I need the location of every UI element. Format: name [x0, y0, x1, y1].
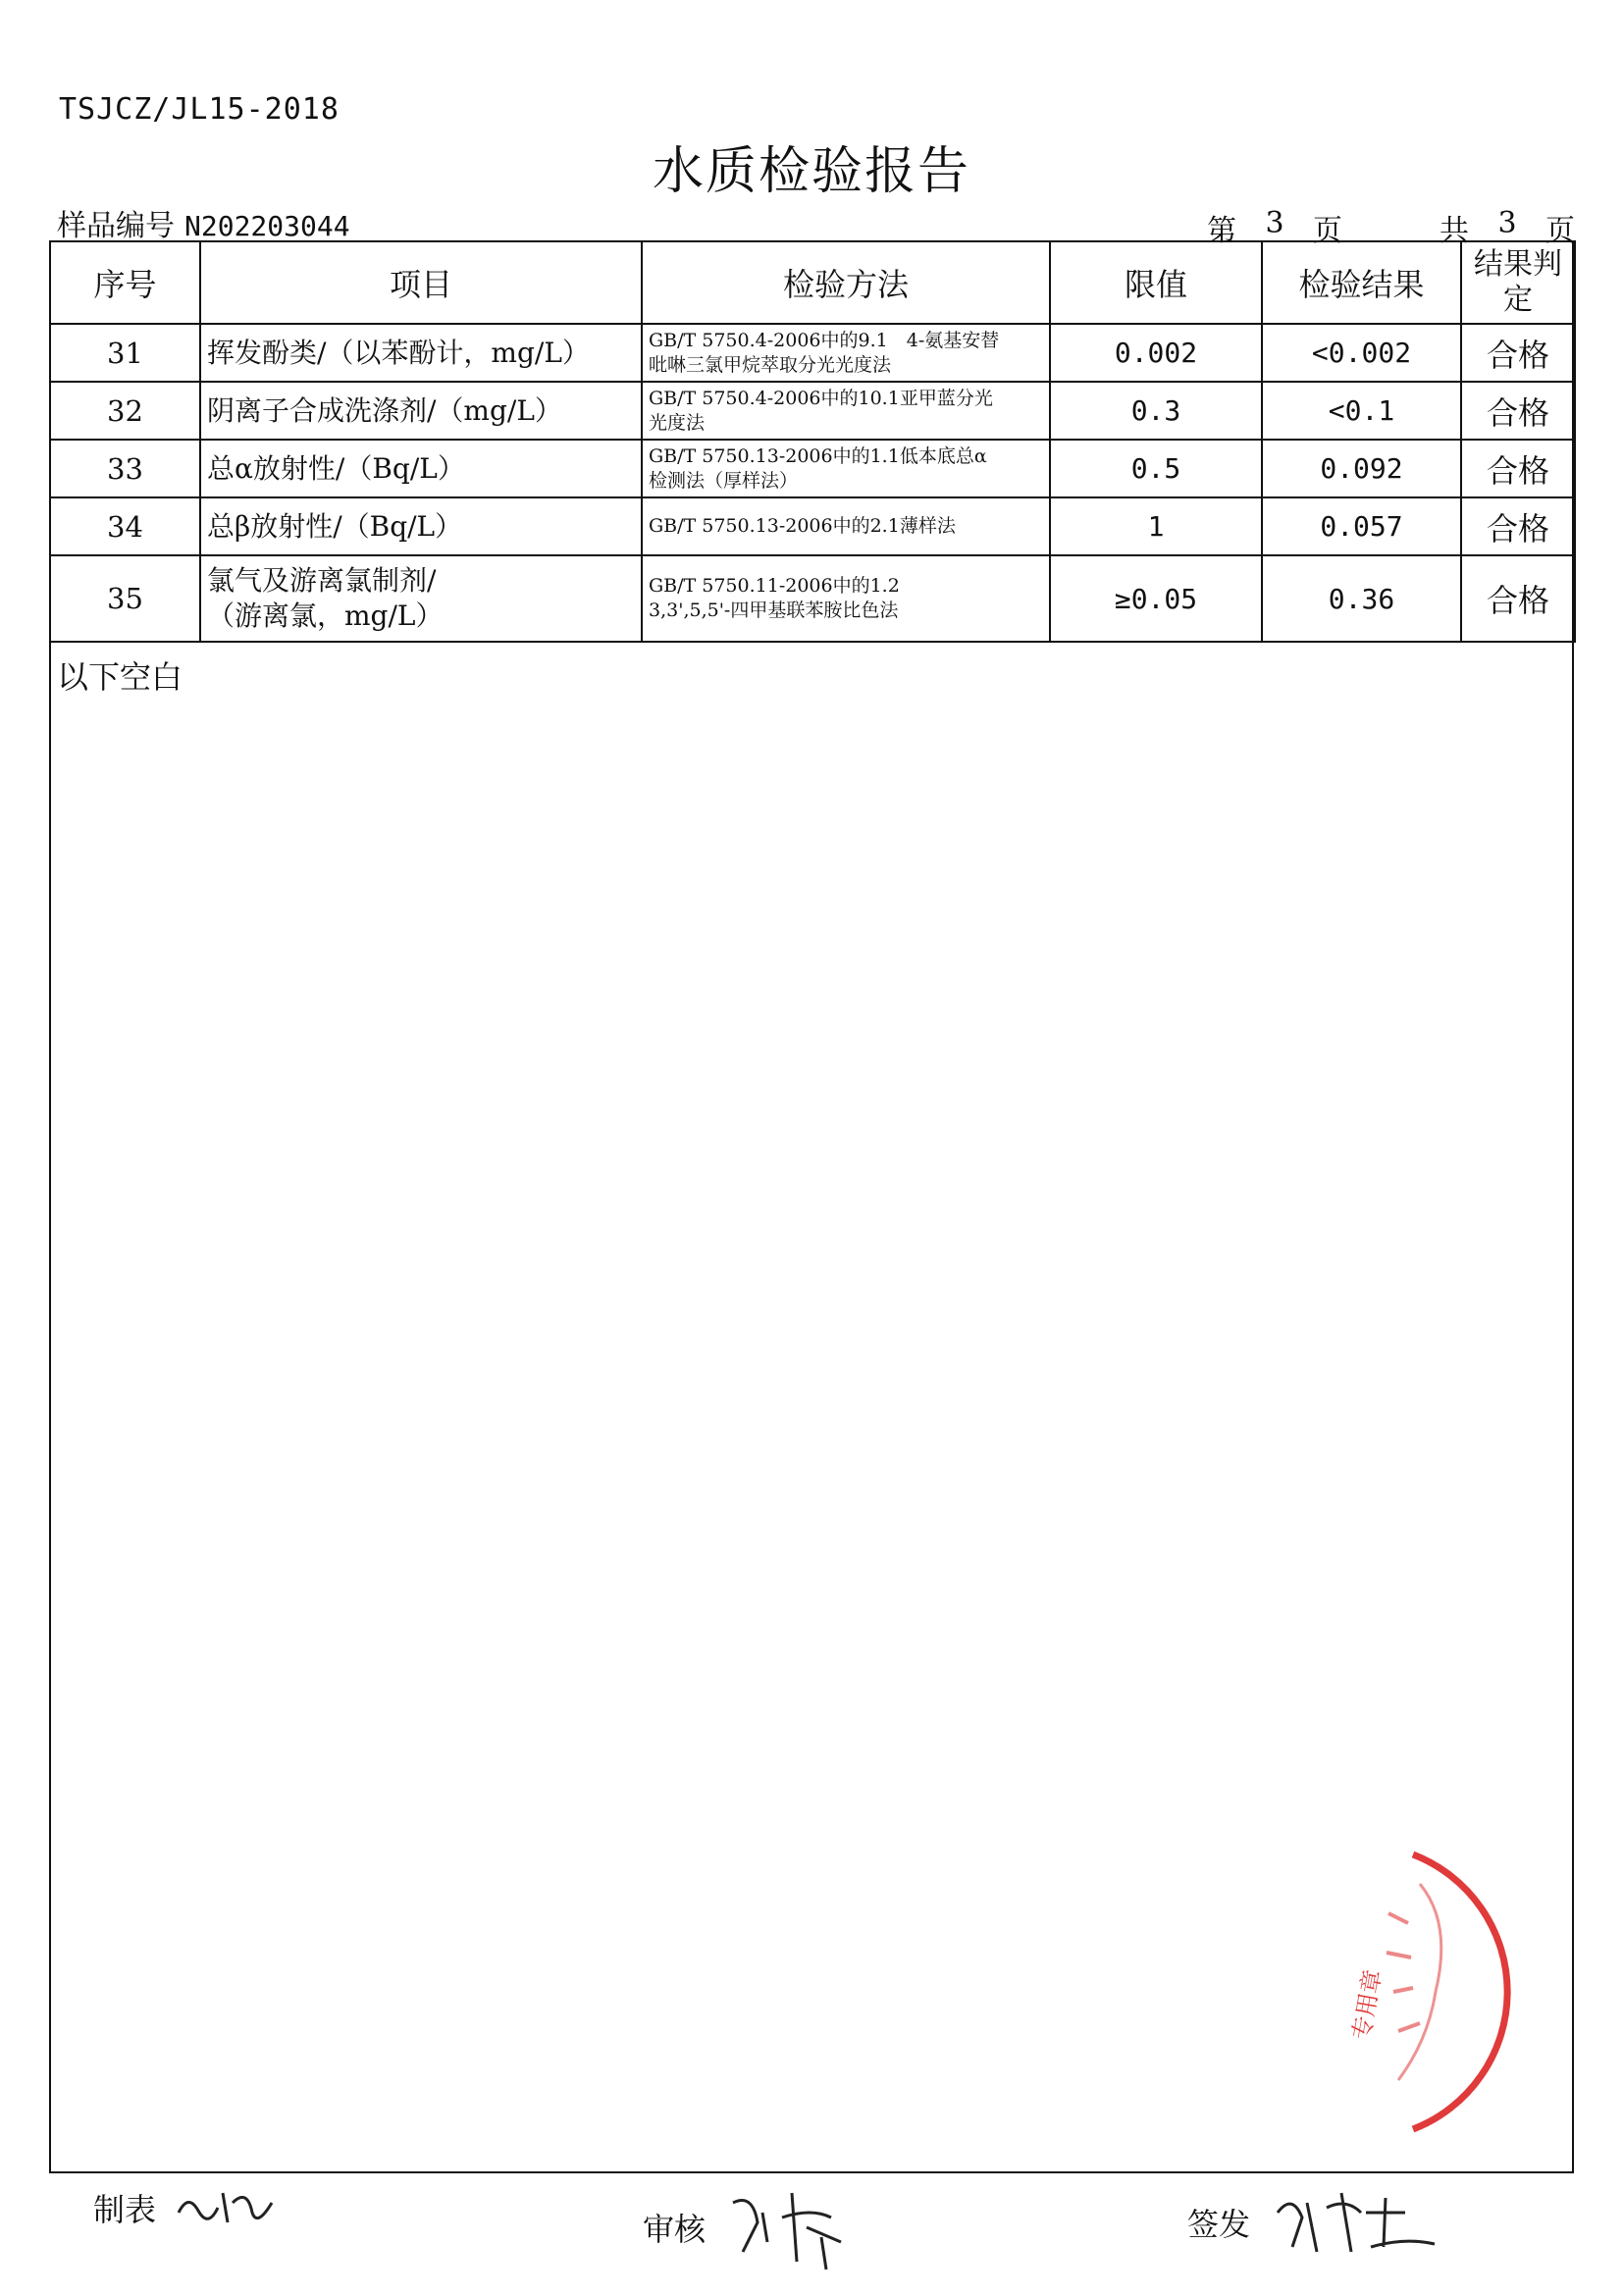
method-line-2: 3,3',5,5'-四甲基联苯胺比色法 [649, 600, 899, 621]
cell-result: <0.1 [1262, 382, 1461, 440]
header-seq: 序号 [50, 241, 200, 324]
seal-glyph-marks [1387, 1913, 1420, 2031]
reviewed-by [643, 2183, 861, 2271]
table-row [50, 555, 1575, 642]
cell-verdict: 合格 [1461, 497, 1575, 555]
cell-item: 总β放射性/（Bq/L） [200, 497, 642, 555]
header-result: 检验结果 [1262, 241, 1461, 324]
table-header-row [50, 241, 1575, 324]
cell-verdict: 合格 [1461, 382, 1575, 440]
table-row [50, 440, 1575, 497]
page-gong: 共 [1439, 214, 1469, 248]
method-line-2: 光度法 [649, 411, 706, 434]
method-line-1: GB/T 5750.4-2006中的9.1 4-氨基安替 [649, 329, 1000, 351]
cell-method [642, 324, 1050, 382]
method-line-1: GB/T 5750.4-2006中的10.1亚甲蓝分光 [649, 387, 993, 409]
method-line-2: 检测法（厚样法） [649, 469, 799, 492]
prepared-signature [174, 2183, 282, 2232]
cell-limit: 0.002 [1050, 324, 1262, 382]
cell-result: <0.002 [1262, 324, 1461, 382]
table-row [50, 382, 1575, 440]
seal-label: 专用章 [1347, 1967, 1387, 2043]
seal-inner-text-strokes [1398, 1884, 1441, 2080]
reviewed-label: 审核 [643, 2211, 707, 2248]
page-ye: 页 [1313, 214, 1343, 248]
issued-signature [1268, 2183, 1444, 2262]
header-item: 项目 [200, 241, 642, 324]
method-line-1: GB/T 5750.11-2006中的1.2 [649, 575, 900, 597]
item-line-2: （游离氯，mg/L） [207, 600, 444, 632]
cell-item: 挥发酚类/（以苯酚计，mg/L） [200, 324, 642, 382]
cell-seq: 33 [50, 440, 200, 497]
cell-verdict: 合格 [1461, 440, 1575, 497]
table-row [50, 497, 1575, 555]
official-seal [1347, 1845, 1536, 2139]
cell-verdict: 合格 [1461, 555, 1575, 642]
header-limit: 限值 [1050, 241, 1262, 324]
cell-seq: 34 [50, 497, 200, 555]
cell-result: 0.092 [1262, 440, 1461, 497]
cell-item [200, 555, 642, 642]
item-line-1: 氯气及游离氯制剂/ [207, 564, 437, 597]
header-verdict: 结果判定 [1461, 241, 1575, 324]
cell-seq: 35 [50, 555, 200, 642]
blank-note: 以下空白 [57, 658, 183, 696]
form-code: TSJCZ/JL15-2018 [59, 92, 340, 127]
table-row [50, 324, 1575, 382]
prepared-label: 制表 [93, 2191, 157, 2228]
reviewed-signature [723, 2183, 861, 2271]
prepared-by [93, 2183, 282, 2232]
page-di: 第 [1207, 214, 1236, 248]
method-line-1: GB/T 5750.13-2006中的1.1低本底总α [649, 444, 987, 467]
cell-limit: 0.5 [1050, 440, 1262, 497]
page-title: 水质检验报告 [652, 142, 970, 201]
cell-result: 0.057 [1262, 497, 1461, 555]
cell-limit: 1 [1050, 497, 1262, 555]
page-ye2: 页 [1545, 214, 1575, 248]
cell-result: 0.36 [1262, 555, 1461, 642]
page-total: 3 [1497, 206, 1517, 240]
header-method: 检验方法 [642, 241, 1050, 324]
issued-by [1187, 2183, 1444, 2262]
cell-method [642, 382, 1050, 440]
cell-seq: 31 [50, 324, 200, 382]
page-current: 3 [1265, 206, 1284, 240]
cell-item: 阴离子合成洗涤剂/（mg/L） [200, 382, 642, 440]
cell-method [642, 440, 1050, 497]
sample-number-label: 样品编号 [57, 209, 175, 243]
cell-method [642, 497, 1050, 555]
issued-label: 签发 [1187, 2206, 1251, 2243]
cell-limit: ≥0.05 [1050, 555, 1262, 642]
sample-number [57, 201, 350, 244]
cell-limit: 0.3 [1050, 382, 1262, 440]
cell-verdict: 合格 [1461, 324, 1575, 382]
method-line-1: GB/T 5750.13-2006中的2.1薄样法 [649, 515, 956, 537]
cell-item: 总α放射性/（Bq/L） [200, 440, 642, 497]
cell-method [642, 555, 1050, 642]
results-table [49, 240, 1576, 643]
sample-number-value: N202203044 [184, 210, 350, 242]
cell-seq: 32 [50, 382, 200, 440]
method-line-2: 吡啉三氯甲烷萃取分光光度法 [649, 353, 892, 376]
